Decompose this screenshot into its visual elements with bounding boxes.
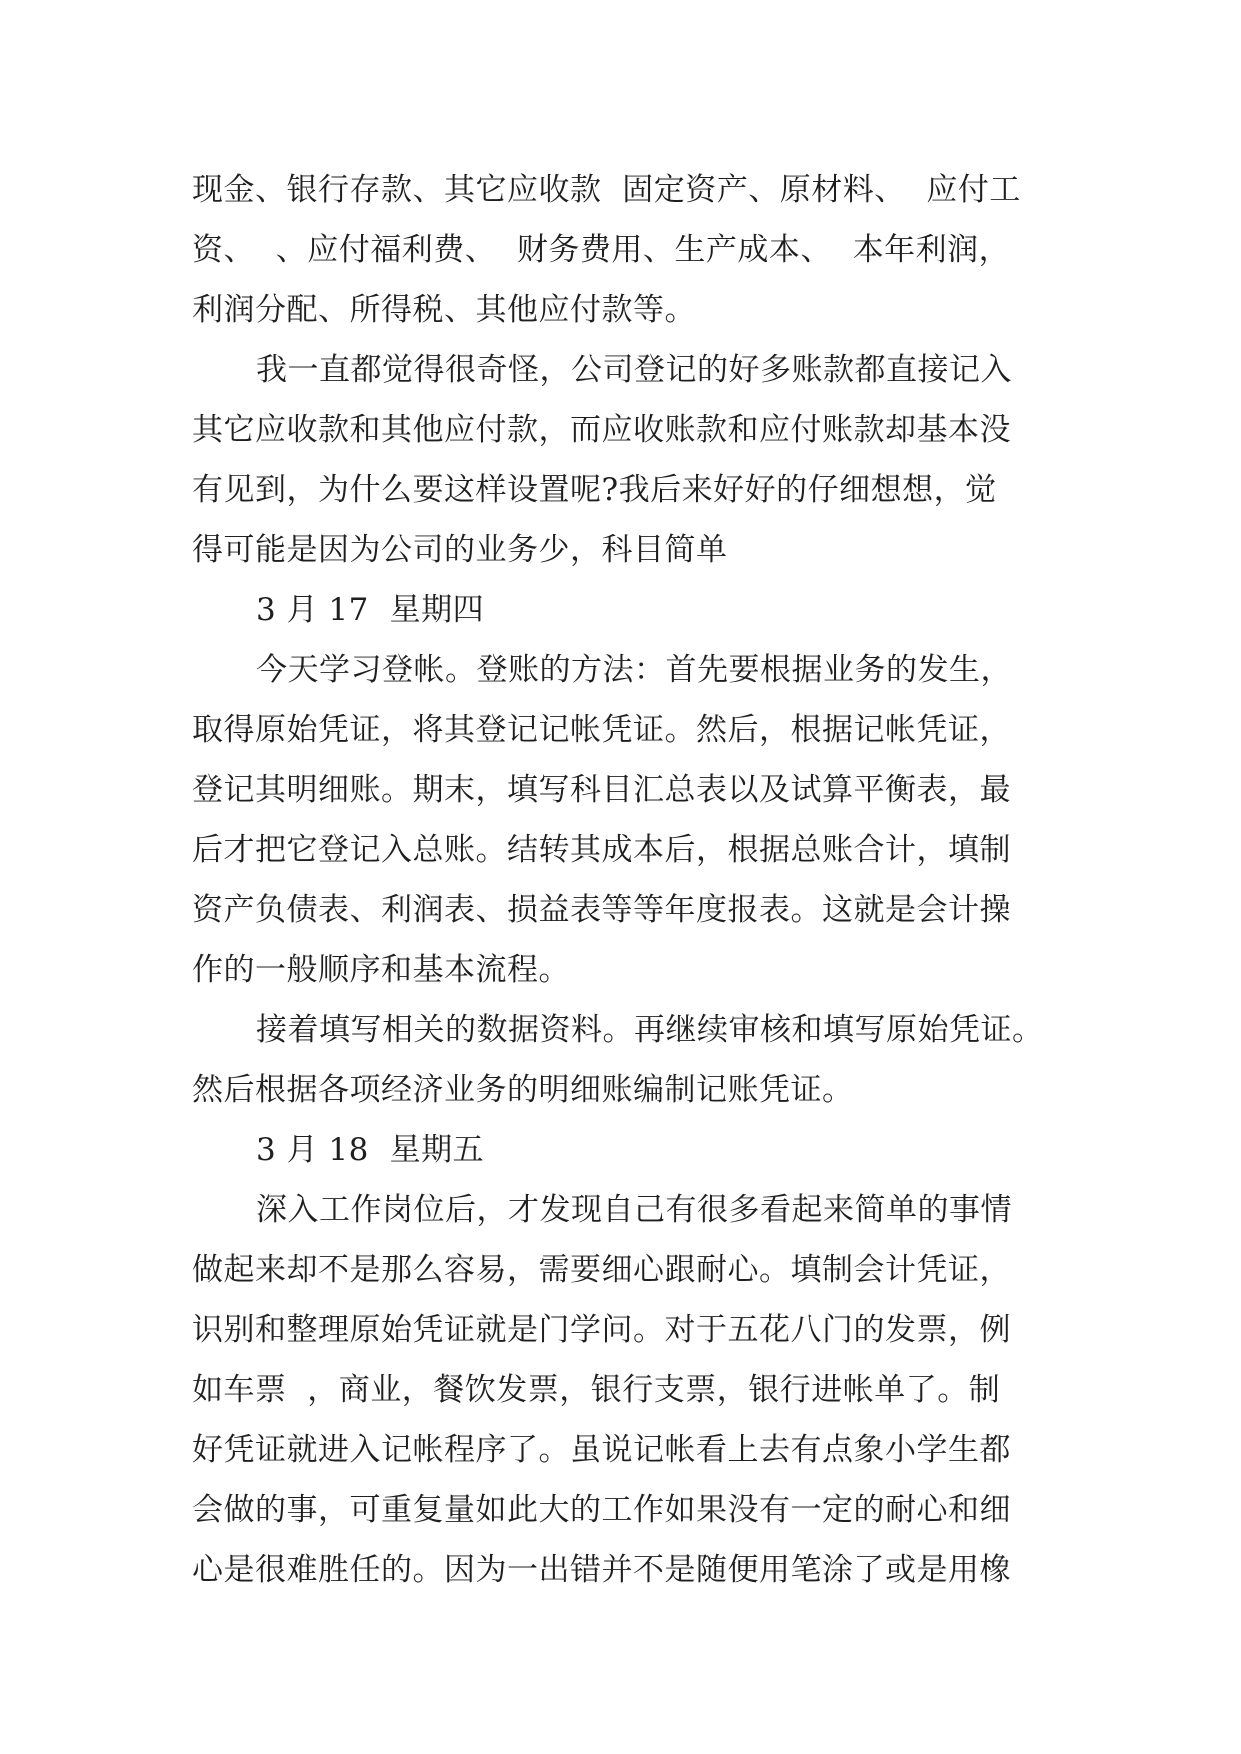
text-line: 如车票 ，商业，餐饮发票，银行支票，银行进帐单了。制 bbox=[192, 1372, 1001, 1408]
text-line: 登记其明细账。期末，填写科目汇总表以及试算平衡表，最 bbox=[192, 772, 1011, 808]
text-line: 会做的事，可重复量如此大的工作如果没有一定的耐心和细 bbox=[192, 1492, 1011, 1528]
text-line: 心是很难胜任的。因为一出错并不是随便用笔涂了或是用橡 bbox=[192, 1552, 1011, 1588]
text-line: 资、 、应付福利费、 财务费用、生产成本、 本年利润， bbox=[192, 232, 1011, 268]
paragraph-start-line: 深入工作岗位后，才发现自己有很多看起来简单的事情 bbox=[256, 1192, 1012, 1228]
paragraph-start-line: 我一直都觉得很奇怪，公司登记的好多账款都直接记入 bbox=[256, 352, 1012, 388]
text-line: 取得原始凭证，将其登记记帐凭证。然后，根据记帐凭证， bbox=[192, 712, 1011, 748]
text-line: 作的一般顺序和基本流程。 bbox=[192, 952, 570, 988]
paragraph-start-line: 接着填写相关的数据资料。再继续审核和填写原始凭证。 bbox=[256, 1012, 1044, 1048]
text-line: 利润分配、所得税、其他应付款等。 bbox=[192, 292, 696, 328]
date-heading: 3 月 17 星期四 bbox=[256, 592, 485, 628]
text-line: 然后根据各项经济业务的明细账编制记账凭证。 bbox=[192, 1072, 854, 1108]
text-line: 资产负债表、利润表、损益表等等年度报表。这就是会计操 bbox=[192, 892, 1011, 928]
text-line: 现金、银行存款、其它应收款 固定资产、原材料、 应付工 bbox=[192, 172, 1021, 208]
text-line: 识别和整理原始凭证就是门学问。对于五花八门的发票，例 bbox=[192, 1312, 1011, 1348]
text-line: 其它应收款和其他应付款，而应收账款和应付账款却基本没 bbox=[192, 412, 1011, 448]
text-line: 后才把它登记入总账。结转其成本后，根据总账合计，填制 bbox=[192, 832, 1011, 868]
text-line: 有见到，为什么要这样设置呢?我后来好好的仔细想想，觉 bbox=[192, 472, 997, 508]
text-line: 得可能是因为公司的业务少，科目简单 bbox=[192, 532, 728, 568]
paragraph-start-line: 今天学习登帐。登账的方法：首先要根据业务的发生， bbox=[256, 652, 1012, 688]
text-line: 做起来却不是那么容易，需要细心跟耐心。填制会计凭证， bbox=[192, 1252, 1011, 1288]
text-line: 好凭证就进入记帐程序了。虽说记帐看上去有点象小学生都 bbox=[192, 1432, 1011, 1468]
document-body bbox=[192, 160, 1072, 1600]
date-heading: 3 月 18 星期五 bbox=[256, 1132, 485, 1168]
